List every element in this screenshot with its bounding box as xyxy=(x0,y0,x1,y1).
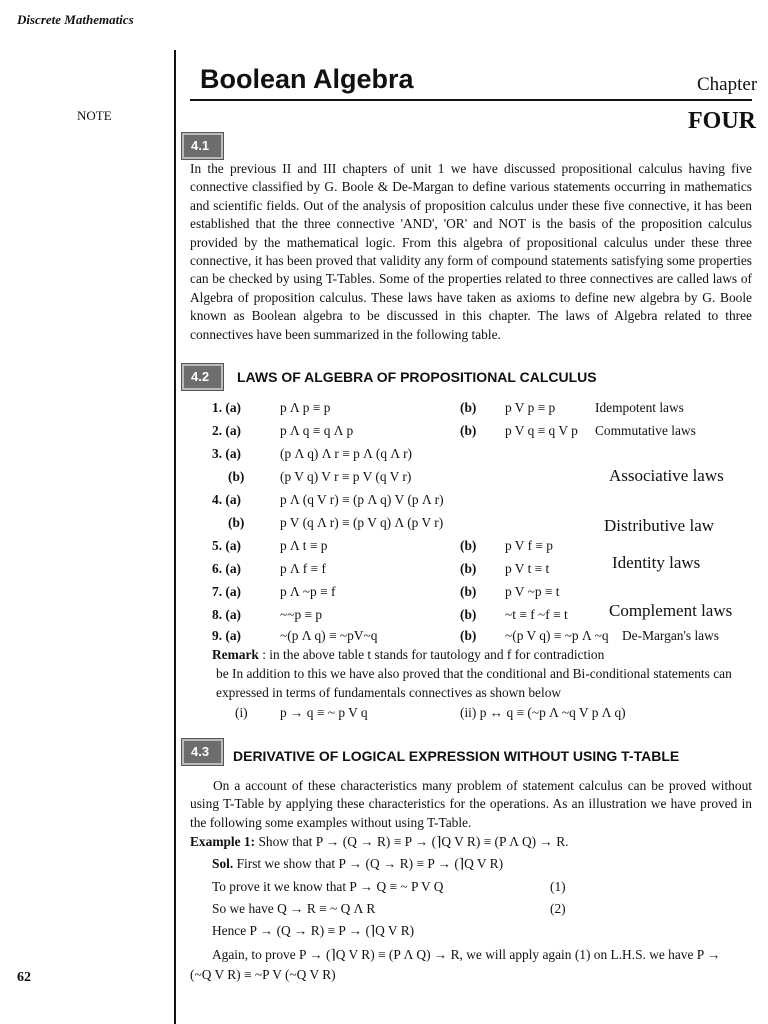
law-a: (p Λ q) Λ r ≡ p Λ (q Λ r) xyxy=(280,446,413,461)
section-badge-4-3: 4.3 xyxy=(182,739,223,765)
law-number: (b) xyxy=(228,515,245,530)
running-head: Discrete Mathematics xyxy=(17,12,134,27)
equation-number-1: (1) xyxy=(550,879,566,894)
margin-rule xyxy=(174,50,176,1024)
remark-line-2: be In addition to this we have also proved that the conditional and Bi-conditional statements can xyxy=(216,666,732,681)
law-a: ~~p ≡ p xyxy=(280,607,323,622)
law-number: 5. (a) xyxy=(212,538,242,553)
law-name: Idempotent laws xyxy=(595,400,684,415)
law-b-label: (b) xyxy=(460,584,477,599)
law-number: 4. (a) xyxy=(212,492,242,507)
law-a: p Λ p ≡ p xyxy=(280,400,331,415)
section-badge-4-1: 4.1 xyxy=(182,133,223,159)
law-number: 7. (a) xyxy=(212,584,242,599)
law-b: p V ~p ≡ t xyxy=(505,584,560,599)
complement-laws-label: Complement laws xyxy=(609,601,733,620)
margin-note: NOTE xyxy=(77,108,112,123)
law-number: 2. (a) xyxy=(212,423,242,438)
example-1 xyxy=(190,834,568,850)
law-b-label: (b) xyxy=(460,423,477,438)
law-b-label: (b) xyxy=(460,607,477,622)
law-b-label: (b) xyxy=(460,400,477,415)
proof-line-5: (~Q V R) ≡ ~P V (~Q V R) xyxy=(190,967,336,982)
proof-line-3: Hence P → (Q → R) ≡ P → (⌉Q V R) xyxy=(212,923,415,938)
law-number: 8. (a) xyxy=(212,607,242,622)
associative-laws-label: Associative laws xyxy=(609,466,724,485)
proof-line-2: So we have Q → R ≡ ~ Q Λ R xyxy=(212,901,376,916)
law-a: p V (q Λ r) ≡ (p V q) Λ (p V r) xyxy=(280,515,444,530)
law-row xyxy=(190,628,750,649)
law-b: p V f ≡ p xyxy=(505,538,553,553)
remark xyxy=(212,647,604,663)
law-row xyxy=(190,423,750,444)
law-b: p V p ≡ p xyxy=(505,400,556,415)
law-name: De-Margan's laws xyxy=(622,628,719,643)
law-a: p Λ t ≡ p xyxy=(280,538,328,553)
section-heading-4-3: DERIVATIVE OF LOGICAL EXPRESSION WITHOUT USING T-TABLE xyxy=(233,748,680,764)
remark-label: Remark xyxy=(212,647,259,662)
proof-line-4: Again, to prove P → (⌉Q V R) ≡ (P Λ Q) → R, we will apply again (1) on L.H.S. we have P → xyxy=(212,947,721,962)
law-a: p Λ ~p ≡ f xyxy=(280,584,336,599)
solution-text: First we show that P → (Q → R) ≡ P → (⌉Q V R) xyxy=(233,856,504,871)
chapter-title: Boolean Algebra xyxy=(200,64,414,94)
law-b: p V q ≡ q V p xyxy=(505,423,578,438)
page-number: 62 xyxy=(17,970,31,985)
identity-laws-label: Identity laws xyxy=(612,553,701,572)
law-row xyxy=(190,446,750,467)
law-b: p V t ≡ t xyxy=(505,561,550,576)
section-4-3-intro: On a account of these characteristics many problem of statement calculus can be proved without using T-Table by applying these characteristics for the operations. As an illustration we have proved in the following some examples without using T-Table. xyxy=(190,778,752,830)
solution-label: Sol. xyxy=(212,856,234,871)
law-a: p Λ (q V r) ≡ (p Λ q) V (p Λ r) xyxy=(280,492,444,507)
section-heading-4-2: LAWS OF ALGEBRA OF PROPOSITIONAL CALCULUS xyxy=(237,369,597,385)
law-b: ~(p V q) ≡ ~p Λ ~q xyxy=(505,628,609,643)
law-number: 1. (a) xyxy=(212,400,242,415)
section-badge-4-2: 4.2 xyxy=(182,364,223,390)
intro-paragraph: In the previous II and III chapters of unit 1 we have discussed propositional calculus having five connective classified by G. Boole & De-Margan to define various statements occurring in mathematics and scientific fields. Out of the analysis of proposition calculus under these five connective, it has been established that the three connective 'AND', 'OR' and NOT is the basis of the proposition calculus provided by the mathematical logic. From this algebra of propositional calculus under these three connective, it has been proved that validity any form of compound statements satisfying some properties can be checked by using T-Tables. Some of the properties related to three connectives are called laws of Algebra of proposition calculus. These laws have taken as axioms to define new algebra by G. Boole known as Boolean algebra to be discussed in this chapter. The laws of Algebra related to three connectives have been summarized in the following table. xyxy=(190,161,752,342)
law-a: (p V q) V r ≡ p V (q V r) xyxy=(280,469,412,484)
solution-line xyxy=(212,856,503,872)
expression-i-label: (i) xyxy=(235,705,248,720)
expression-i: p → q ≡ ~ p V q xyxy=(280,705,368,720)
example-text: Show that P → (Q → R) ≡ P → (⌉Q V R) ≡ (P Λ Q) → R. xyxy=(255,834,569,849)
law-row xyxy=(190,492,750,513)
proof-line-1: To prove it we know that P → Q ≡ ~ P V Q xyxy=(212,879,444,894)
title-rule xyxy=(190,99,752,101)
equation-number-2: (2) xyxy=(550,901,566,916)
law-number: 6. (a) xyxy=(212,561,242,576)
chapter-number: FOUR xyxy=(688,108,756,134)
law-b: ~t ≡ f ~f ≡ t xyxy=(505,607,568,622)
remark-line-3: expressed in terms of fundamentals connectives as shown below xyxy=(216,685,562,700)
chapter-label: Chapter xyxy=(697,74,758,95)
remark-text: : in the above table t stands for tautology and f for contradiction xyxy=(258,647,605,662)
law-name: Commutative laws xyxy=(595,423,696,438)
law-b-label: (b) xyxy=(460,538,477,553)
law-number: 9. (a) xyxy=(212,628,242,643)
expression-ii: (ii) p ↔ q ≡ (~p Λ ~q V p Λ q) xyxy=(460,705,626,720)
law-a: p Λ f ≡ f xyxy=(280,561,326,576)
law-b-label: (b) xyxy=(460,628,477,643)
law-a: p Λ q ≡ q Λ p xyxy=(280,423,354,438)
example-label: Example 1: xyxy=(190,834,256,849)
law-b-label: (b) xyxy=(460,561,477,576)
law-number: 3. (a) xyxy=(212,446,242,461)
law-a: ~(p Λ q) ≡ ~pV~q xyxy=(280,628,378,643)
distributive-law-label: Distributive law xyxy=(604,516,715,535)
law-number: (b) xyxy=(228,469,245,484)
law-row xyxy=(190,400,750,421)
